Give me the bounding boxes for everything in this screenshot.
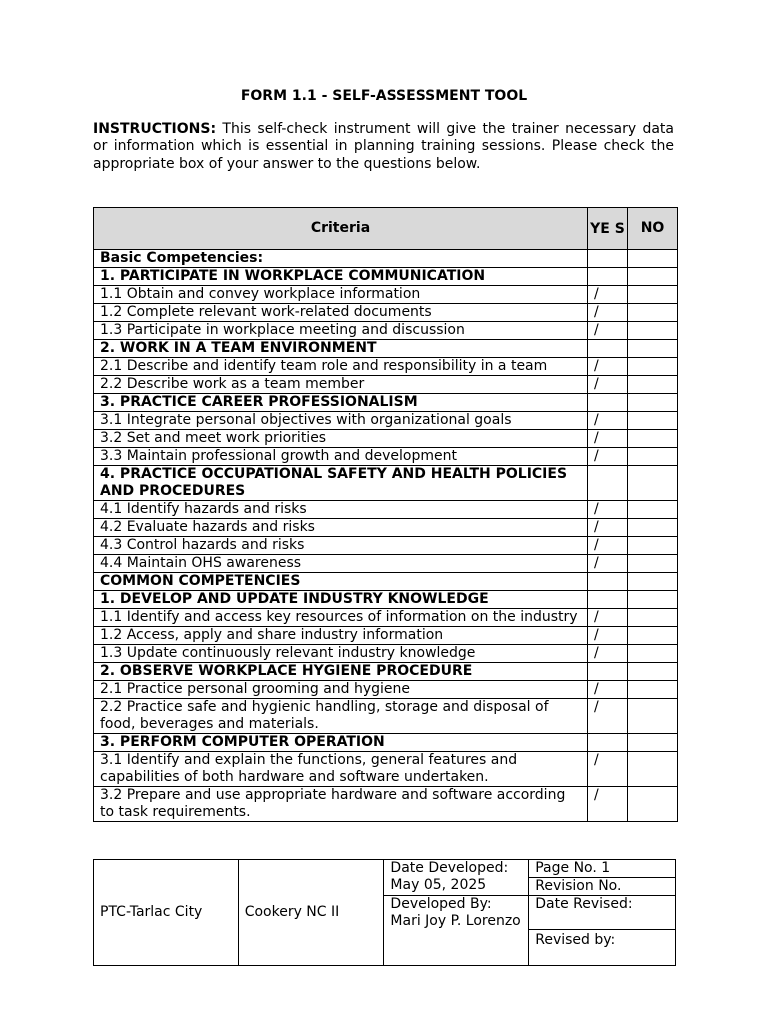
- no-cell: [628, 501, 678, 519]
- yes-cell: /: [588, 699, 628, 734]
- no-cell: [628, 304, 678, 322]
- yes-cell: /: [588, 376, 628, 394]
- no-cell: [628, 787, 678, 822]
- date-developed-value: May 05, 2025: [390, 877, 487, 893]
- table-row: [94, 358, 678, 376]
- table-row: [94, 430, 678, 448]
- table-row: [94, 304, 678, 322]
- table-row: [94, 466, 678, 501]
- yes-cell: /: [588, 322, 628, 340]
- no-cell: [628, 322, 678, 340]
- no-cell: [628, 466, 678, 501]
- form-title: FORM 1.1 - SELF-ASSESSMENT TOOL: [240, 88, 528, 104]
- no-cell: [628, 286, 678, 304]
- criteria-cell: 1.3 Update continuously relevant industry knowledge: [94, 645, 588, 663]
- table-row: [94, 537, 678, 555]
- criteria-cell: 4.2 Evaluate hazards and risks: [94, 519, 588, 537]
- criteria-cell: 2.2 Practice safe and hygienic handling, storage and disposal of food, beverages and materials.: [94, 699, 588, 734]
- table-row: [94, 734, 678, 752]
- table-row: [94, 501, 678, 519]
- table-row: [94, 752, 678, 787]
- no-cell: [628, 340, 678, 358]
- yes-cell: /: [588, 681, 628, 699]
- criteria-body: [94, 250, 678, 822]
- yes-cell: [588, 591, 628, 609]
- criteria-cell: 2. OBSERVE WORKPLACE HYGIENE PROCEDURE: [94, 663, 588, 681]
- yes-header: YE S: [588, 208, 628, 250]
- institution: PTC-Tarlac City: [94, 860, 239, 966]
- page-number: Page No. 1: [529, 860, 676, 878]
- yes-cell: [588, 466, 628, 501]
- criteria-cell: 3.1 Integrate personal objectives with organizational goals: [94, 412, 588, 430]
- no-cell: [628, 555, 678, 573]
- table-row: [94, 699, 678, 734]
- date-developed-label: Date Developed:: [390, 860, 509, 876]
- no-cell: [628, 537, 678, 555]
- yes-cell: /: [588, 609, 628, 627]
- criteria-cell: 4.1 Identify hazards and risks: [94, 501, 588, 519]
- criteria-cell: 3.2 Set and meet work priorities: [94, 430, 588, 448]
- criteria-cell: 1. PARTICIPATE IN WORKPLACE COMMUNICATION: [94, 268, 588, 286]
- table-header-row: [94, 208, 678, 250]
- table-row: [94, 250, 678, 268]
- qualification: Cookery NC II: [238, 860, 384, 966]
- criteria-cell: 1.1 Identify and access key resources of information on the industry: [94, 609, 588, 627]
- table-row: [94, 322, 678, 340]
- no-cell: [628, 734, 678, 752]
- table-row: [94, 519, 678, 537]
- no-cell: [628, 519, 678, 537]
- table-row: [94, 609, 678, 627]
- table-row: [94, 663, 678, 681]
- yes-cell: /: [588, 537, 628, 555]
- date-developed: [384, 860, 529, 896]
- revised-by: Revised by:: [529, 930, 676, 966]
- yes-cell: [588, 573, 628, 591]
- yes-cell: [588, 663, 628, 681]
- yes-cell: /: [588, 304, 628, 322]
- yes-cell: /: [588, 501, 628, 519]
- no-cell: [628, 268, 678, 286]
- no-cell: [628, 681, 678, 699]
- no-cell: [628, 394, 678, 412]
- yes-cell: /: [588, 430, 628, 448]
- no-cell: [628, 573, 678, 591]
- criteria-cell: 4. PRACTICE OCCUPATIONAL SAFETY AND HEALTH POLICIES AND PROCEDURES: [94, 466, 588, 501]
- table-row: [94, 555, 678, 573]
- criteria-cell: 3.3 Maintain professional growth and development: [94, 448, 588, 466]
- no-cell: [628, 448, 678, 466]
- no-cell: [628, 591, 678, 609]
- criteria-cell: 1. DEVELOP AND UPDATE INDUSTRY KNOWLEDGE: [94, 591, 588, 609]
- table-row: [94, 787, 678, 822]
- no-header: NO: [628, 208, 678, 250]
- yes-cell: [588, 250, 628, 268]
- criteria-cell: 3.2 Prepare and use appropriate hardware and software according to task requirements.: [94, 787, 588, 822]
- table-row: [94, 573, 678, 591]
- yes-cell: [588, 394, 628, 412]
- criteria-cell: 1.3 Participate in workplace meeting and discussion: [94, 322, 588, 340]
- table-row: [94, 645, 678, 663]
- no-cell: [628, 358, 678, 376]
- criteria-cell: 3. PRACTICE CAREER PROFESSIONALISM: [94, 394, 588, 412]
- yes-cell: /: [588, 286, 628, 304]
- no-cell: [628, 430, 678, 448]
- table-row: [94, 394, 678, 412]
- criteria-cell: 4.4 Maintain OHS awareness: [94, 555, 588, 573]
- table-row: [94, 448, 678, 466]
- criteria-cell: 2.1 Describe and identify team role and responsibility in a team: [94, 358, 588, 376]
- criteria-cell: 1.2 Complete relevant work-related documents: [94, 304, 588, 322]
- table-row: [94, 591, 678, 609]
- table-row: [94, 412, 678, 430]
- no-cell: [628, 699, 678, 734]
- yes-cell: /: [588, 645, 628, 663]
- no-cell: [628, 752, 678, 787]
- instructions-label: INSTRUCTIONS:: [93, 121, 217, 137]
- developed-by-label: Developed By:: [390, 896, 492, 912]
- revision-number: Revision No.: [529, 878, 676, 896]
- no-cell: [628, 663, 678, 681]
- criteria-cell: 3. PERFORM COMPUTER OPERATION: [94, 734, 588, 752]
- developed-by-value: Mari Joy P. Lorenzo: [390, 913, 521, 929]
- table-row: [94, 340, 678, 358]
- no-cell: [628, 412, 678, 430]
- yes-cell: [588, 340, 628, 358]
- no-cell: [628, 376, 678, 394]
- criteria-cell: 3.1 Identify and explain the functions, general features and capabilities of both hardware and software undertaken.: [94, 752, 588, 787]
- yes-cell: [588, 734, 628, 752]
- table-row: [94, 681, 678, 699]
- no-cell: [628, 609, 678, 627]
- yes-cell: /: [588, 448, 628, 466]
- yes-cell: /: [588, 627, 628, 645]
- developed-by: [384, 896, 529, 966]
- criteria-cell: 2. WORK IN A TEAM ENVIRONMENT: [94, 340, 588, 358]
- criteria-cell: 1.2 Access, apply and share industry information: [94, 627, 588, 645]
- table-row: [94, 627, 678, 645]
- instructions-paragraph: [93, 121, 674, 173]
- instructions-text: This self-check instrument will give the trainer necessary data or information which is essential in planning training sessions. Please check the appropriate box of your answer to the questions below.: [93, 121, 675, 172]
- no-cell: [628, 627, 678, 645]
- yes-cell: [588, 268, 628, 286]
- self-assessment-table: [93, 207, 678, 822]
- criteria-header: Criteria: [94, 208, 588, 250]
- table-row: [94, 376, 678, 394]
- yes-cell: /: [588, 412, 628, 430]
- document-footer: [93, 859, 676, 966]
- table-row: [94, 286, 678, 304]
- criteria-cell: 2.1 Practice personal grooming and hygiene: [94, 681, 588, 699]
- yes-cell: /: [588, 787, 628, 822]
- criteria-cell: COMMON COMPETENCIES: [94, 573, 588, 591]
- table-row: [94, 268, 678, 286]
- yes-cell: /: [588, 752, 628, 787]
- criteria-cell: 1.1 Obtain and convey workplace information: [94, 286, 588, 304]
- no-cell: [628, 250, 678, 268]
- criteria-cell: Basic Competencies:: [94, 250, 588, 268]
- yes-cell: /: [588, 519, 628, 537]
- yes-cell: /: [588, 555, 628, 573]
- criteria-cell: 4.3 Control hazards and risks: [94, 537, 588, 555]
- no-cell: [628, 645, 678, 663]
- date-revised: Date Revised:: [529, 896, 676, 930]
- criteria-cell: 2.2 Describe work as a team member: [94, 376, 588, 394]
- yes-cell: /: [588, 358, 628, 376]
